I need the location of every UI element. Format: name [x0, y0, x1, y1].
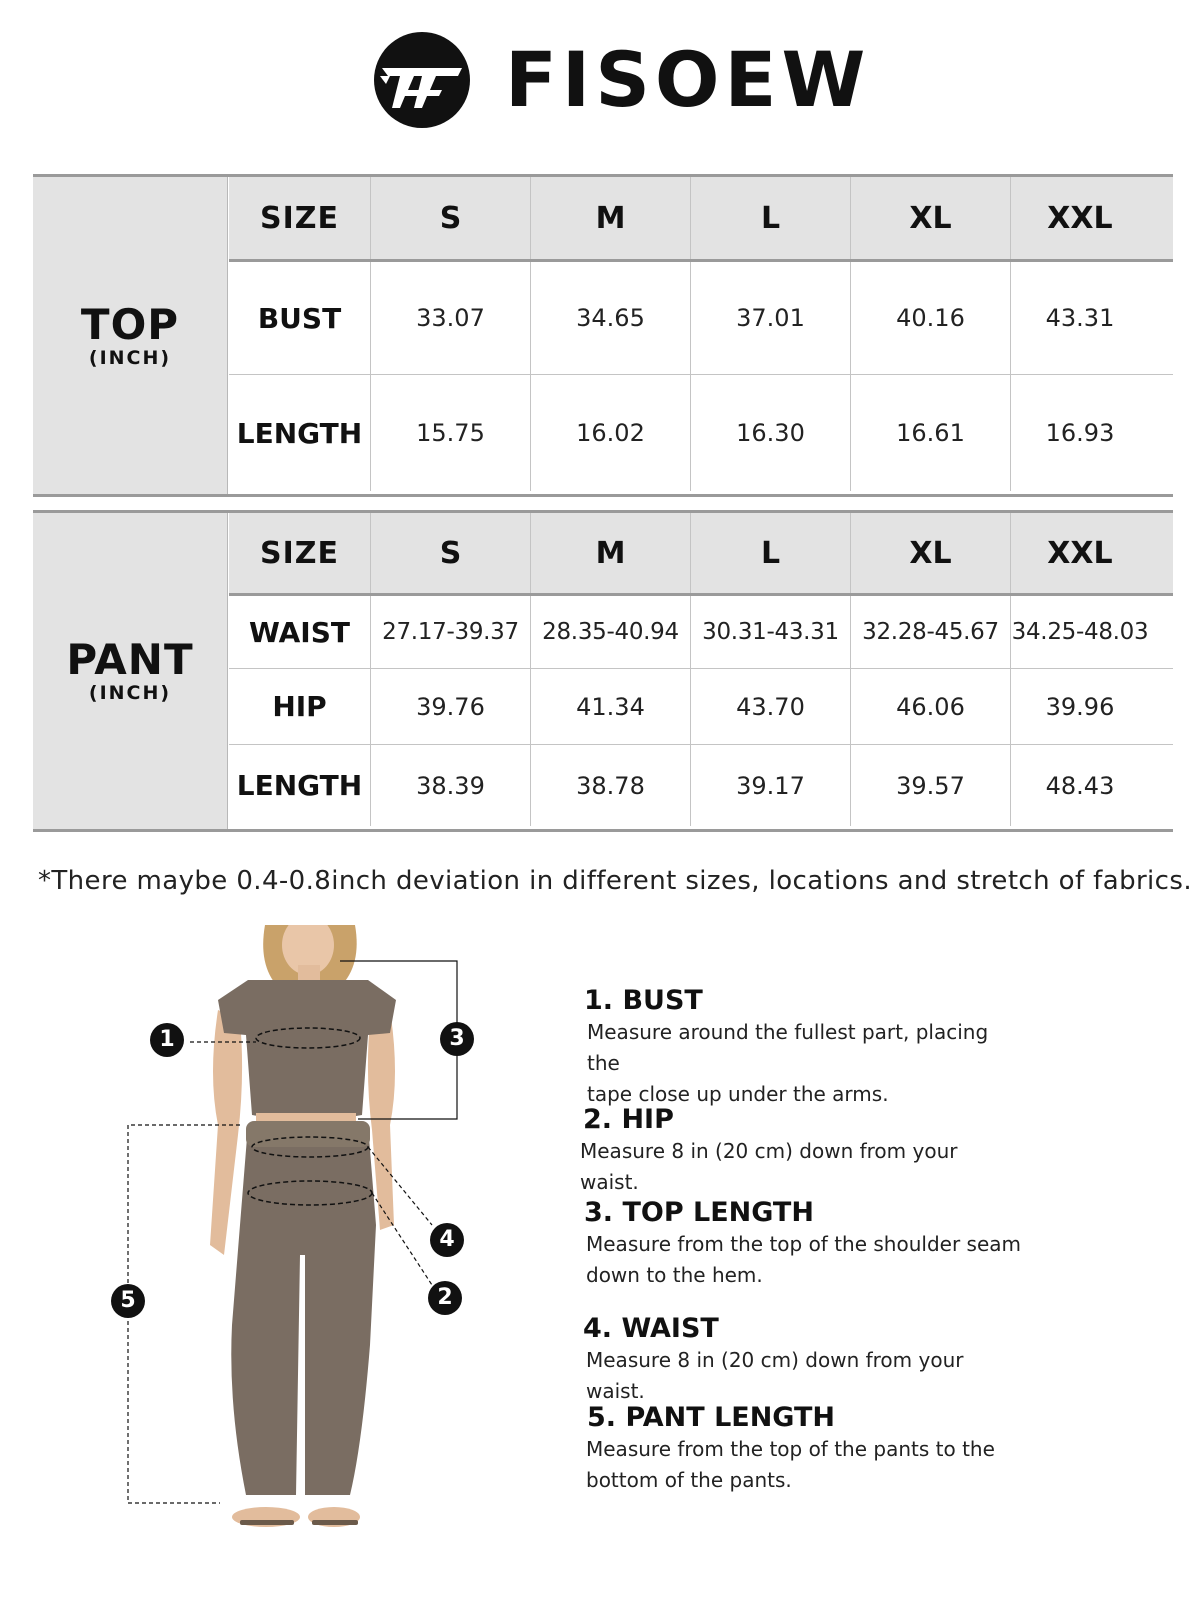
table-row — [229, 669, 1173, 745]
table-cell: 43.31 — [1045, 304, 1115, 332]
top-table-side-label — [33, 177, 228, 494]
guide-title: 1. BUST — [584, 985, 703, 1016]
ff-monogram-logo-icon — [372, 30, 472, 130]
top-table-title: TOP — [80, 299, 180, 349]
size-column-header: XXL — [1047, 535, 1113, 571]
marker-4: 4 — [430, 1223, 464, 1257]
guide-desc: bottom of the pants. — [586, 1468, 792, 1492]
row-label: LENGTH — [229, 375, 371, 491]
size-header: SIZE — [229, 513, 371, 593]
table-cell: 38.78 — [531, 745, 691, 826]
pant-table-unit: (INCH) — [88, 682, 172, 704]
table-cell: 40.16 — [851, 262, 1011, 374]
size-column-header: L — [691, 177, 851, 259]
table-cell: 32.28-45.67 — [851, 596, 1011, 668]
size-column-header: M — [531, 513, 691, 593]
pant-size-table — [33, 510, 1173, 832]
guide-desc: tape close up under the arms. — [587, 1082, 889, 1106]
size-header: SIZE — [229, 177, 371, 259]
top-table-unit: (INCH) — [88, 346, 172, 369]
guide-waist — [580, 1313, 1026, 1407]
guide-title: 4. WAIST — [583, 1313, 719, 1344]
guide-desc: Measure around the fullest part, placing the — [587, 1020, 989, 1075]
pant-table-side-label — [33, 513, 228, 829]
table-row — [229, 745, 1173, 826]
table-cell: 39.57 — [851, 745, 1011, 826]
table-cell: 15.75 — [371, 375, 531, 491]
guide-desc: down to the hem. — [586, 1263, 763, 1287]
guide-desc: Measure 8 in (20 cm) down from your waist. — [586, 1348, 964, 1403]
guide-title: 2. HIP — [583, 1104, 674, 1135]
size-column-header: L — [691, 513, 851, 593]
table-cell: 41.34 — [531, 669, 691, 744]
size-column-header: M — [531, 177, 691, 259]
table-cell: 28.35-40.94 — [531, 596, 691, 668]
table-cell: 27.17-39.37 — [371, 596, 531, 668]
table-row — [229, 375, 1173, 491]
size-column-header: S — [371, 177, 531, 259]
guide-desc: Measure from the top of the pants to the — [586, 1437, 995, 1461]
guide-title: 3. TOP LENGTH — [584, 1197, 814, 1228]
top-table-header-row — [229, 177, 1173, 262]
row-label: WAIST — [229, 596, 371, 668]
brand-name: FISOEW — [505, 35, 871, 124]
row-label: LENGTH — [229, 745, 371, 826]
top-size-table — [33, 174, 1173, 497]
table-cell: 39.17 — [691, 745, 851, 826]
guide-desc: Measure from the top of the shoulder seam — [586, 1232, 1021, 1256]
table-cell: 16.30 — [691, 375, 851, 491]
table-cell: 16.02 — [531, 375, 691, 491]
pant-table-title: PANT — [66, 635, 194, 684]
marker-3: 3 — [440, 1022, 474, 1056]
guide-pant-length — [580, 1402, 1026, 1496]
table-cell: 38.39 — [371, 745, 531, 826]
table-cell: 39.76 — [371, 669, 531, 744]
table-cell: 33.07 — [371, 262, 531, 374]
row-label: HIP — [229, 669, 371, 744]
guide-top-length — [580, 1197, 1026, 1291]
marker-2: 2 — [428, 1281, 462, 1315]
guide-desc: Measure 8 in (20 cm) down from your waist. — [580, 1139, 958, 1194]
table-cell: 34.25-48.03 — [1011, 619, 1149, 645]
table-cell: 46.06 — [851, 669, 1011, 744]
guide-bust — [580, 985, 1027, 1110]
marker-5: 5 — [111, 1284, 145, 1318]
size-column-header: XL — [851, 177, 1011, 259]
table-cell: 16.61 — [851, 375, 1011, 491]
table-row — [229, 262, 1173, 375]
table-cell: 16.93 — [1045, 419, 1115, 447]
guide-title: 5. PANT LENGTH — [587, 1402, 836, 1433]
table-cell: 48.43 — [1045, 771, 1115, 800]
table-row — [229, 596, 1173, 669]
table-cell: 43.70 — [691, 669, 851, 744]
pant-table-header-row — [229, 513, 1173, 596]
table-cell: 39.96 — [1045, 692, 1115, 721]
table-cell: 34.65 — [531, 262, 691, 374]
table-cell: 30.31-43.31 — [691, 596, 851, 668]
marker-1: 1 — [150, 1023, 184, 1057]
table-cell: 37.01 — [691, 262, 851, 374]
deviation-note: *There maybe 0.4-0.8inch deviation in different sizes, locations and stretch of fabrics. — [38, 866, 1192, 896]
size-column-header: XXL — [1047, 200, 1113, 236]
row-label: BUST — [229, 262, 371, 374]
size-column-header: S — [371, 513, 531, 593]
guide-hip — [580, 1104, 1020, 1198]
size-column-header: XL — [851, 513, 1011, 593]
